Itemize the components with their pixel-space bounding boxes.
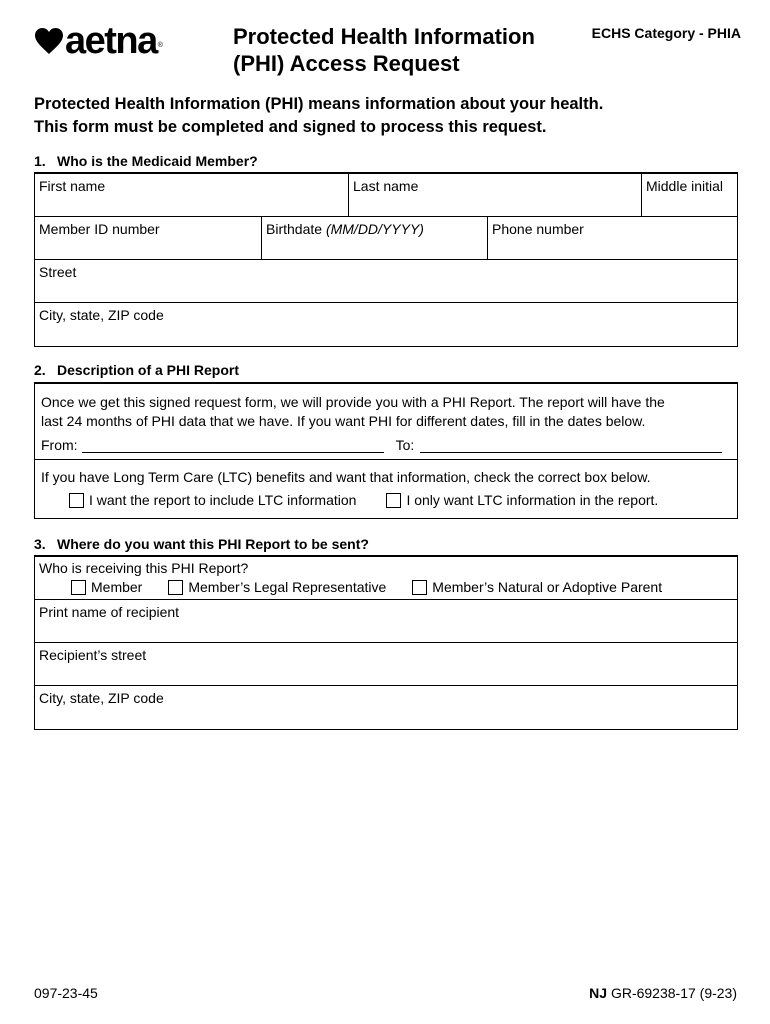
recipient-type-field bbox=[35, 557, 737, 599]
footer-state: NJ bbox=[589, 985, 608, 1001]
intro-text bbox=[34, 93, 734, 139]
report-description-box bbox=[34, 382, 738, 519]
recipient-street-field[interactable] bbox=[35, 643, 737, 685]
phone-field[interactable] bbox=[488, 217, 737, 259]
footer-code: 097-23-45 bbox=[34, 985, 98, 1001]
legal-rep-checkbox[interactable] bbox=[168, 580, 183, 595]
intro-line-2: This form must be completed and signed to process this request. bbox=[34, 118, 547, 136]
first-name-label: First name bbox=[39, 178, 106, 194]
aetna-logo bbox=[34, 20, 163, 62]
ltc-include-checkbox[interactable] bbox=[69, 493, 84, 508]
recipient-street-label: Recipient’s street bbox=[39, 647, 147, 663]
section1-heading bbox=[34, 153, 258, 169]
middle-initial-field[interactable] bbox=[642, 174, 737, 216]
phone-label: Phone number bbox=[492, 221, 584, 237]
last-name-field[interactable] bbox=[349, 174, 642, 216]
member-id-label: Member ID number bbox=[39, 221, 160, 237]
middle-initial-label: Middle initial bbox=[646, 178, 724, 194]
section3-number: 3. bbox=[34, 536, 46, 552]
section2-heading bbox=[34, 362, 239, 378]
footer-form-number bbox=[589, 985, 737, 1001]
member-option-label: Member bbox=[91, 579, 143, 595]
heart-icon bbox=[34, 27, 64, 55]
ltc-question: If you have Long Term Care (LTC) benefits and want that information, check the correct box below. bbox=[41, 469, 651, 485]
page-title bbox=[233, 23, 563, 77]
ltc-include-label: I want the report to include LTC information bbox=[89, 492, 357, 508]
title-line-2: (PHI) Access Request bbox=[233, 51, 460, 76]
footer-form-id: GR-69238-17 (9-23) bbox=[610, 985, 737, 1001]
to-date-field[interactable] bbox=[420, 437, 722, 453]
category-label: ECHS Category - PHIA bbox=[591, 25, 741, 41]
logo-text: aetna bbox=[65, 20, 157, 62]
parent-option-label: Member’s Natural or Adoptive Parent bbox=[432, 579, 663, 595]
registered-mark: ® bbox=[157, 41, 163, 49]
city-state-zip-label: City, state, ZIP code bbox=[39, 307, 164, 323]
from-date-field[interactable] bbox=[82, 437, 384, 453]
to-label: To: bbox=[395, 437, 415, 453]
description-line-2: last 24 months of PHI data that we have. If you want PHI for different dates, fill in the dates below. bbox=[41, 413, 646, 429]
recipient-name-field[interactable] bbox=[35, 600, 737, 642]
city-state-zip-field[interactable] bbox=[35, 303, 737, 346]
birthdate-format: (MM/DD/YYYY) bbox=[325, 221, 424, 237]
member-info-table bbox=[34, 172, 738, 347]
recipient-city-label: City, state, ZIP code bbox=[39, 690, 164, 706]
ltc-only-checkbox[interactable] bbox=[386, 493, 401, 508]
section1-number: 1. bbox=[34, 153, 46, 169]
section3-title: Where do you want this PHI Report to be sent? bbox=[57, 536, 369, 552]
last-name-label: Last name bbox=[353, 178, 419, 194]
birthdate-field[interactable] bbox=[262, 217, 488, 259]
first-name-field[interactable] bbox=[35, 174, 349, 216]
section2-number: 2. bbox=[34, 362, 46, 378]
divider bbox=[35, 459, 737, 460]
description-line-1: Once we get this signed request form, we will provide you with a PHI Report. The report will have the bbox=[41, 394, 665, 410]
from-label: From: bbox=[41, 437, 78, 453]
recipient-name-label: Print name of recipient bbox=[39, 604, 180, 620]
section3-heading bbox=[34, 536, 369, 552]
street-field[interactable] bbox=[35, 260, 737, 302]
section1-title: Who is the Medicaid Member? bbox=[57, 153, 258, 169]
ltc-only-label: I only want LTC information in the report. bbox=[406, 492, 659, 508]
street-label: Street bbox=[39, 264, 77, 280]
legal-rep-option-label: Member’s Legal Representative bbox=[188, 579, 387, 595]
member-checkbox[interactable] bbox=[71, 580, 86, 595]
recipient-city-field[interactable] bbox=[35, 686, 737, 729]
member-id-field[interactable] bbox=[35, 217, 262, 259]
report-description bbox=[41, 393, 731, 431]
birthdate-label: Birthdate bbox=[266, 221, 323, 237]
title-line-1: Protected Health Information bbox=[233, 24, 535, 49]
recipient-table bbox=[34, 555, 738, 730]
section2-title: Description of a PHI Report bbox=[57, 362, 240, 378]
parent-checkbox[interactable] bbox=[412, 580, 427, 595]
recipient-question: Who is receiving this PHI Report? bbox=[39, 560, 249, 576]
intro-line-1: Protected Health Information (PHI) means information about your health. bbox=[34, 95, 604, 113]
